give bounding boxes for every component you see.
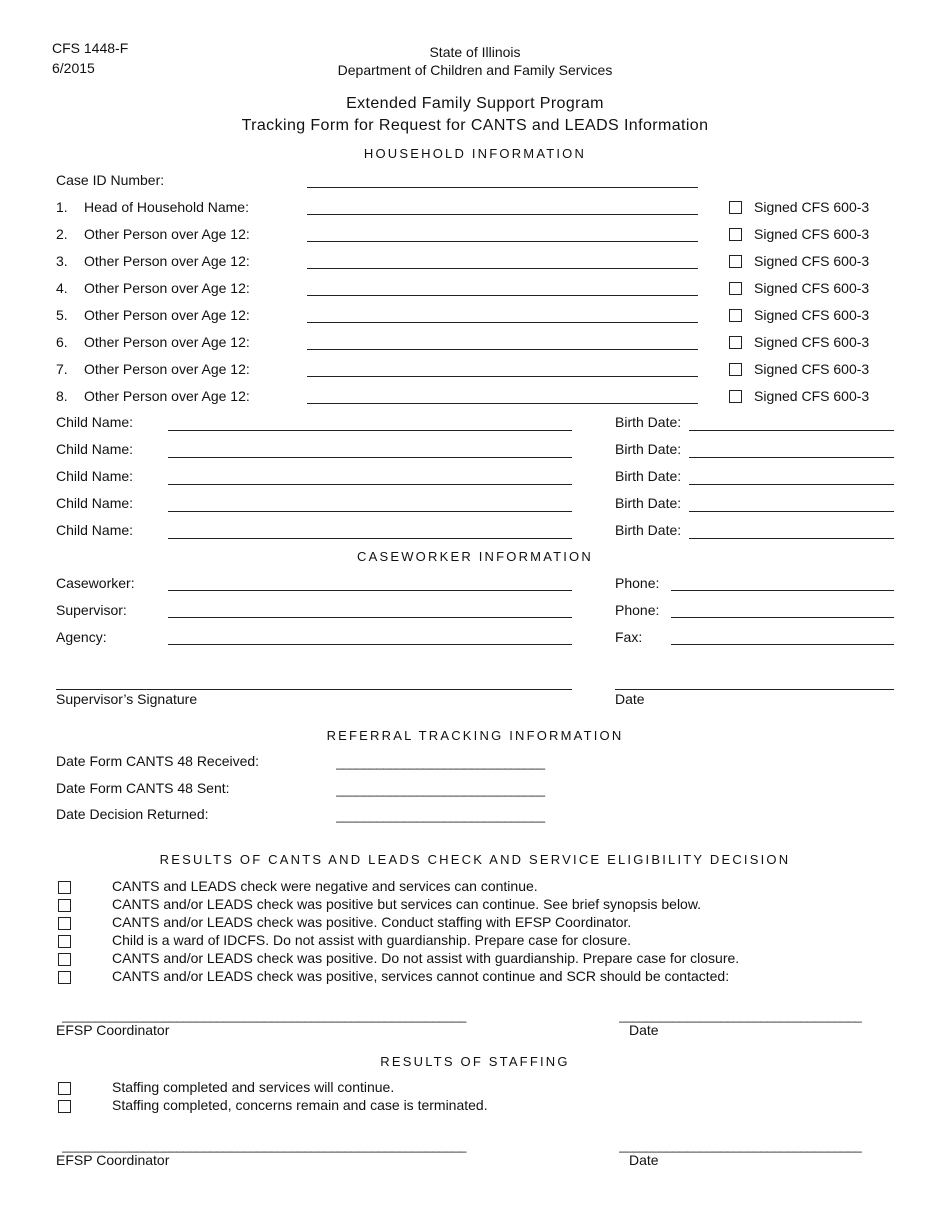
result-option-checkbox[interactable] xyxy=(58,881,71,894)
result-option-label: CANTS and/or LEADS check was positive. Conduct staffing with EFSP Coordinator. xyxy=(112,914,632,930)
supervisor-phone-field[interactable] xyxy=(671,617,894,618)
person-label: Other Person over Age 12: xyxy=(84,307,250,323)
child-name-label: Child Name: xyxy=(56,522,134,538)
efsp-date-field[interactable]: ____________________________________ xyxy=(619,1008,862,1023)
birth-date-label: Birth Date: xyxy=(615,414,682,430)
referral-label: Date Decision Returned: xyxy=(56,806,209,822)
result-option-label: CANTS and LEADS check were negative and services can continue. xyxy=(112,878,538,894)
child-name-label: Child Name: xyxy=(56,468,134,484)
birth-date-label: Birth Date: xyxy=(615,522,682,538)
phone-label: Phone: xyxy=(615,602,660,618)
person-name-field[interactable] xyxy=(307,241,698,242)
person-name-field[interactable] xyxy=(307,214,698,215)
person-name-field[interactable] xyxy=(307,322,698,323)
staffing-date-field[interactable]: ____________________________________ xyxy=(619,1138,862,1153)
child-name-field[interactable] xyxy=(168,457,572,458)
person-name-field[interactable] xyxy=(307,403,698,404)
child-name-field[interactable] xyxy=(168,538,572,539)
form-title-line1: Extended Family Support Program xyxy=(346,95,604,112)
signed-cfs-label: Signed CFS 600-3 xyxy=(754,307,870,323)
case-id-field[interactable] xyxy=(307,187,698,188)
agency-label: Agency: xyxy=(56,629,107,645)
person-number: 5. xyxy=(56,307,68,323)
caseworker-phone-field[interactable] xyxy=(671,590,894,591)
person-label: Other Person over Age 12: xyxy=(84,226,250,242)
efsp-date-label: Date xyxy=(629,1022,659,1038)
referral-date-field[interactable]: _______________________________ xyxy=(336,755,545,770)
signed-cfs-label: Signed CFS 600-3 xyxy=(754,388,870,404)
result-option-label: CANTS and/or LEADS check was positive, services cannot continue and SCR should be contacted: xyxy=(112,968,730,984)
result-option-checkbox[interactable] xyxy=(58,971,71,984)
efsp-coordinator-label: EFSP Coordinator xyxy=(56,1022,170,1038)
supervisor-signature-label: Supervisor’s Signature xyxy=(56,691,198,707)
person-label: Other Person over Age 12: xyxy=(84,280,250,296)
signed-cfs-checkbox[interactable] xyxy=(729,336,742,349)
staffing-coordinator-signature-field[interactable]: ____________________________________________________________ xyxy=(62,1138,466,1153)
signed-cfs-label: Signed CFS 600-3 xyxy=(754,253,870,269)
person-number: 7. xyxy=(56,361,68,377)
signed-cfs-label: Signed CFS 600-3 xyxy=(754,361,870,377)
referral-section-title: REFERRAL TRACKING INFORMATION xyxy=(326,728,624,743)
birth-date-field[interactable] xyxy=(689,430,894,431)
signed-cfs-label: Signed CFS 600-3 xyxy=(754,199,870,215)
birth-date-field[interactable] xyxy=(689,484,894,485)
signature-date-field[interactable] xyxy=(615,689,894,690)
signed-cfs-checkbox[interactable] xyxy=(729,309,742,322)
person-label: Head of Household Name: xyxy=(84,199,249,215)
staffing-option-checkbox[interactable] xyxy=(58,1082,71,1095)
birth-date-field[interactable] xyxy=(689,538,894,539)
result-option-checkbox[interactable] xyxy=(58,899,71,912)
fax-label: Fax: xyxy=(615,629,643,645)
person-number: 2. xyxy=(56,226,68,242)
person-number: 3. xyxy=(56,253,68,269)
phone-label: Phone: xyxy=(615,575,660,591)
staffing-option-label: Staffing completed and services will continue. xyxy=(112,1079,395,1095)
department-name: Department of Children and Family Services xyxy=(337,62,613,78)
caseworker-label: Caseworker: xyxy=(56,575,135,591)
child-name-field[interactable] xyxy=(168,484,572,485)
referral-label: Date Form CANTS 48 Received: xyxy=(56,753,260,769)
result-option-label: CANTS and/or LEADS check was positive. Do not assist with guardianship. Prepare case for closure. xyxy=(112,950,740,966)
signed-cfs-checkbox[interactable] xyxy=(729,390,742,403)
signed-cfs-checkbox[interactable] xyxy=(729,363,742,376)
child-name-field[interactable] xyxy=(168,430,572,431)
birth-date-field[interactable] xyxy=(689,511,894,512)
signed-cfs-checkbox[interactable] xyxy=(729,282,742,295)
referral-date-field[interactable]: _______________________________ xyxy=(336,782,545,797)
child-name-label: Child Name: xyxy=(56,495,134,511)
person-number: 6. xyxy=(56,334,68,350)
supervisor-signature-field[interactable] xyxy=(56,689,572,690)
caseworker-section-title: CASEWORKER INFORMATION xyxy=(357,549,593,564)
person-name-field[interactable] xyxy=(307,349,698,350)
form-date: 6/2015 xyxy=(52,60,95,76)
signed-cfs-label: Signed CFS 600-3 xyxy=(754,226,870,242)
staffing-date-label: Date xyxy=(629,1152,659,1168)
referral-date-field[interactable]: _______________________________ xyxy=(336,808,545,823)
staffing-option-label: Staffing completed, concerns remain and case is terminated. xyxy=(112,1097,488,1113)
birth-date-field[interactable] xyxy=(689,457,894,458)
staffing-coordinator-label: EFSP Coordinator xyxy=(56,1152,170,1168)
result-option-checkbox[interactable] xyxy=(58,953,71,966)
person-name-field[interactable] xyxy=(307,376,698,377)
birth-date-label: Birth Date: xyxy=(615,441,682,457)
person-name-field[interactable] xyxy=(307,268,698,269)
signed-cfs-label: Signed CFS 600-3 xyxy=(754,334,870,350)
results-section-title: RESULTS OF CANTS AND LEADS CHECK AND SERVICE ELIGIBILITY DECISION xyxy=(159,852,791,867)
agency-field[interactable] xyxy=(168,644,572,645)
signed-cfs-checkbox[interactable] xyxy=(729,228,742,241)
person-label: Other Person over Age 12: xyxy=(84,334,250,350)
birth-date-label: Birth Date: xyxy=(615,495,682,511)
efsp-coordinator-signature-field[interactable]: ____________________________________________________________ xyxy=(62,1008,466,1023)
signed-cfs-checkbox[interactable] xyxy=(729,201,742,214)
person-name-field[interactable] xyxy=(307,295,698,296)
person-number: 1. xyxy=(56,199,68,215)
result-option-checkbox[interactable] xyxy=(58,935,71,948)
birth-date-label: Birth Date: xyxy=(615,468,682,484)
household-section-title: HOUSEHOLD INFORMATION xyxy=(363,146,587,161)
person-number: 4. xyxy=(56,280,68,296)
result-option-label: Child is a ward of IDCFS. Do not assist with guardianship. Prepare case for closure. xyxy=(112,932,632,948)
signed-cfs-label: Signed CFS 600-3 xyxy=(754,280,870,296)
state-name: State of Illinois xyxy=(429,44,521,60)
form-title-line2: Tracking Form for Request for CANTS and LEADS Information xyxy=(241,117,709,134)
result-option-label: CANTS and/or LEADS check was positive but services can continue. See brief synopsis below. xyxy=(112,896,702,912)
child-name-field[interactable] xyxy=(168,511,572,512)
person-label: Other Person over Age 12: xyxy=(84,361,250,377)
form-number: CFS 1448-F xyxy=(52,40,129,56)
supervisor-label: Supervisor: xyxy=(56,602,127,618)
child-name-label: Child Name: xyxy=(56,414,134,430)
staffing-option-checkbox[interactable] xyxy=(58,1100,71,1113)
referral-label: Date Form CANTS 48 Sent: xyxy=(56,780,230,796)
staffing-section-title: RESULTS OF STAFFING xyxy=(380,1054,570,1069)
case-id-label: Case ID Number: xyxy=(56,172,165,188)
supervisor-field[interactable] xyxy=(168,617,572,618)
caseworker-field[interactable] xyxy=(168,590,572,591)
person-label: Other Person over Age 12: xyxy=(84,388,250,404)
signature-date-label: Date xyxy=(615,691,645,707)
result-option-checkbox[interactable] xyxy=(58,917,71,930)
signed-cfs-checkbox[interactable] xyxy=(729,255,742,268)
child-name-label: Child Name: xyxy=(56,441,134,457)
person-number: 8. xyxy=(56,388,68,404)
fax-field[interactable] xyxy=(671,644,894,645)
person-label: Other Person over Age 12: xyxy=(84,253,250,269)
